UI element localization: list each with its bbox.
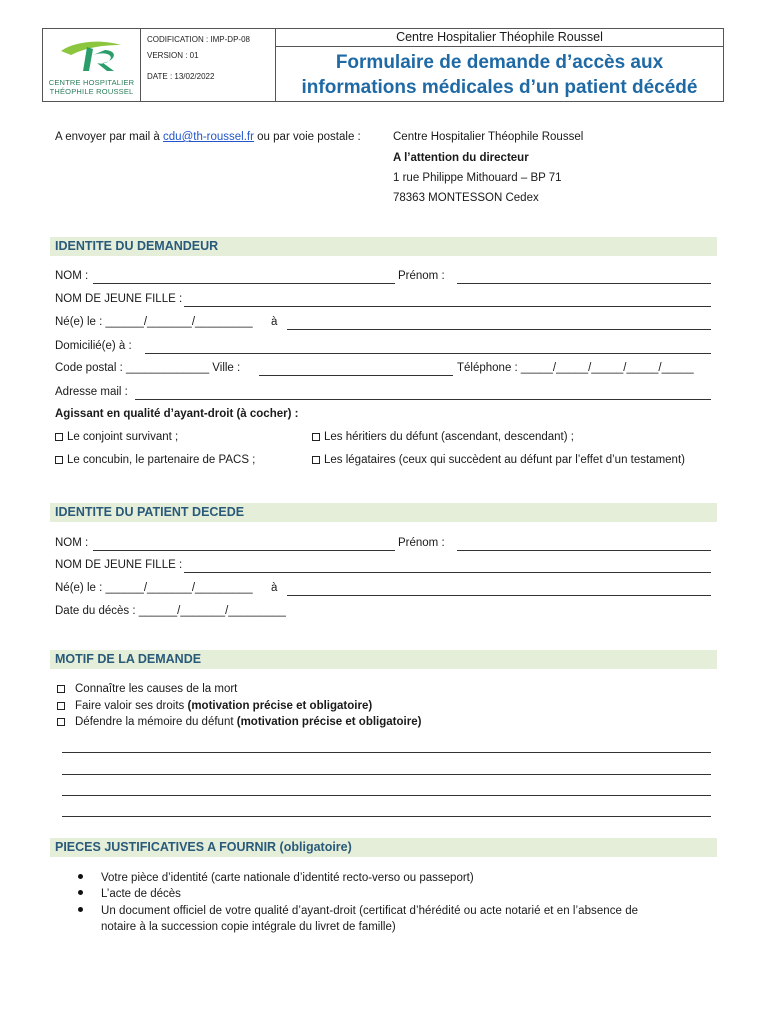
deceased-nom-label: NOM : [55, 537, 89, 549]
deceased-jeune-fille-field[interactable] [184, 572, 711, 573]
deceased-prenom-field[interactable] [457, 550, 711, 551]
requester-birthplace-field[interactable] [287, 329, 711, 330]
checkbox-legataires[interactable] [312, 456, 320, 464]
deceased-birthplace-label: à [271, 582, 278, 594]
requester-email-field[interactable] [135, 399, 711, 400]
organization-name: Centre Hospitalier Théophile Roussel [276, 29, 723, 47]
option-concubin-label: Le concubin, le partenaire de PACS ; [67, 454, 256, 466]
requester-email-label: Adresse mail : [55, 386, 128, 398]
option-legataires-label: Les légataires (ceux qui succèdent au défunt par l’effet d’un testament) [324, 454, 685, 466]
motive-droits-label: Faire valoir ses droits [75, 700, 185, 712]
option-conjoint-label: Le conjoint survivant ; [67, 431, 179, 443]
document-death-certificate: L’acte de décès [101, 888, 181, 900]
motive-memoire[interactable] [57, 716, 421, 728]
hospital-logo-icon [57, 37, 127, 75]
requester-phone-field[interactable]: Téléphone : _____/_____/_____/_____/_____ [457, 362, 694, 374]
send-instructions [55, 131, 361, 143]
logo-line1: CENTRE HOSPITALIER [48, 78, 135, 87]
motive-droits-note: (motivation précise et obligatoire) [187, 700, 373, 712]
requester-prenom-label: Prénom : [398, 270, 445, 282]
form-title-line1: Formulaire de demande d’accès aux [335, 52, 664, 73]
motive-text-line[interactable] [62, 752, 711, 753]
address-line3: 1 rue Philippe Mithouard – BP 71 [393, 172, 562, 184]
section-documents [50, 838, 717, 857]
requester-prenom-field[interactable] [457, 283, 711, 284]
address-line2: A l’attention du directeur [393, 152, 529, 164]
document-item [78, 905, 83, 917]
logo-cell [43, 29, 141, 101]
version: VERSION : 01 [147, 51, 199, 60]
section-deceased-title: IDENTITE DU PATIENT DECEDE [55, 505, 245, 519]
document-official-line1: Un document officiel de votre qualité d’ayant-droit (certificat d’hérédité ou acte notarié et en l’absence de [101, 905, 639, 917]
checkbox-memoire[interactable] [57, 718, 65, 726]
document-item [78, 872, 83, 884]
address-line4: 78363 MONTESSON Cedex [393, 192, 539, 204]
title-cell [276, 29, 723, 101]
logo-line2: THÉOPHILE ROUSSEL [49, 87, 134, 96]
document-item [78, 888, 83, 900]
motive-text-line[interactable] [62, 795, 711, 796]
document-id-card: Votre pièce d’identité (carte nationale d’identité recto-verso ou passeport) [101, 872, 474, 884]
requester-postcode-field[interactable]: Code postal : _____________ Ville : [55, 362, 241, 374]
requester-city-field[interactable] [259, 375, 453, 376]
bullet-icon [78, 890, 83, 895]
section-deceased [50, 503, 717, 522]
quality-heading: Agissant en qualité d’ayant-droit (à cocher) : [55, 408, 299, 420]
form-title [276, 47, 723, 100]
motive-causes[interactable] [57, 683, 237, 695]
checkbox-heritiers[interactable] [312, 433, 320, 441]
requester-nom-label: NOM : [55, 270, 89, 282]
form-title-line2: informations médicales d’un patient décédé [301, 77, 698, 98]
checkbox-concubin[interactable] [55, 456, 63, 464]
motive-text-line[interactable] [62, 816, 711, 817]
deceased-birthplace-field[interactable] [287, 595, 711, 596]
requester-domicile-label: Domicilié(e) à : [55, 340, 132, 352]
option-heritiers-label: Les héritiers du défunt (ascendant, descendant) ; [324, 431, 574, 443]
option-heritiers[interactable] [312, 431, 574, 443]
section-requester [50, 237, 717, 256]
requester-jeune-fille-label: NOM DE JEUNE FILLE : [55, 293, 183, 305]
checkbox-causes[interactable] [57, 685, 65, 693]
requester-birthplace-label: à [271, 316, 278, 328]
checkbox-droits[interactable] [57, 702, 65, 710]
codification: CODIFICATION : IMP-DP-08 [147, 35, 250, 44]
doc-date: DATE : 13/02/2022 [147, 72, 215, 81]
section-requester-title: IDENTITE DU DEMANDEUR [55, 239, 219, 253]
section-motive [50, 650, 717, 669]
requester-domicile-field[interactable] [145, 353, 711, 354]
bullet-icon [78, 874, 83, 879]
deceased-prenom-label: Prénom : [398, 537, 445, 549]
option-conjoint[interactable] [55, 431, 178, 443]
deceased-death-date-field[interactable]: Date du décès : ______/_______/_________ [55, 605, 286, 617]
requester-nom-field[interactable] [93, 283, 395, 284]
motive-causes-label: Connaître les causes de la mort [75, 683, 238, 695]
send-suffix: ou par voie postale : [253, 131, 361, 143]
requester-birthdate-field[interactable]: Né(e) le : ______/_______/_________ [55, 316, 253, 328]
requester-jeune-fille-field[interactable] [184, 306, 711, 307]
send-prefix: A envoyer par mail à [55, 131, 164, 143]
checkbox-conjoint[interactable] [55, 433, 63, 441]
bullet-icon [78, 907, 83, 912]
address-line1: Centre Hospitalier Théophile Roussel [393, 131, 584, 143]
section-documents-title: PIECES JUSTIFICATIVES A FOURNIR (obligatoire) [55, 840, 352, 854]
motive-memoire-note: (motivation précise et obligatoire) [236, 716, 422, 728]
document-header [42, 28, 724, 102]
document-official-line2: notaire à la succession copie intégrale du livret de famille) [101, 921, 396, 933]
email-link[interactable]: cdu@th-roussel.fr [163, 131, 254, 143]
doc-meta-cell [141, 29, 276, 101]
motive-droits[interactable] [57, 700, 372, 712]
section-motive-title: MOTIF DE LA DEMANDE [55, 652, 202, 666]
deceased-birthdate-field[interactable]: Né(e) le : ______/_______/_________ [55, 582, 253, 594]
option-concubin[interactable] [55, 454, 255, 466]
motive-memoire-label: Défendre la mémoire du défunt [75, 716, 234, 728]
motive-text-line[interactable] [62, 774, 711, 775]
option-legataires[interactable] [312, 454, 685, 466]
deceased-nom-field[interactable] [93, 550, 395, 551]
deceased-jeune-fille-label: NOM DE JEUNE FILLE : [55, 559, 183, 571]
